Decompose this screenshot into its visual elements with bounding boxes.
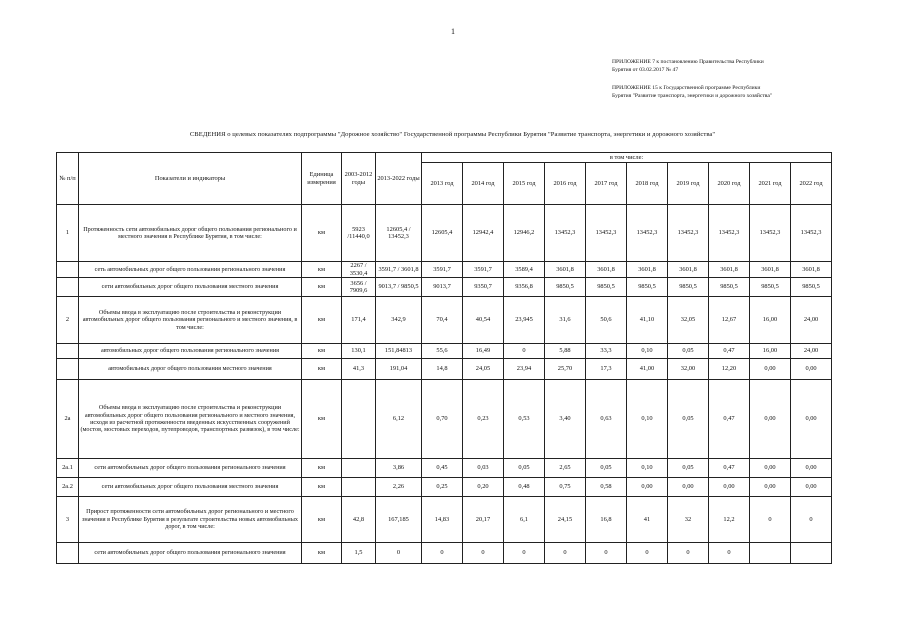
indicator-name: Объемы ввода в эксплуатацию после строительства и реконструкции автомобильных дорог общего пользования регионального и местного значения, в том числе: — [79, 297, 302, 344]
year-value: 13452,3 — [750, 205, 791, 262]
period-2013-2022-value: 2,26 — [376, 478, 422, 497]
year-value: 12942,4 — [463, 205, 504, 262]
year-value: 16,00 — [750, 297, 791, 344]
row-number — [57, 543, 79, 564]
table-row — [57, 297, 832, 344]
row-number — [57, 359, 79, 380]
unit-cell: км — [302, 497, 342, 543]
year-value: 9850,5 — [791, 278, 832, 297]
period-2013-2022-value: 0 — [376, 543, 422, 564]
row-number: 2 — [57, 297, 79, 344]
year-value: 3601,8 — [545, 262, 586, 278]
year-value: 0,47 — [709, 380, 750, 459]
unit-cell: км — [302, 297, 342, 344]
year-value: 0,48 — [504, 478, 545, 497]
table-row — [57, 543, 832, 564]
appendix-15-note — [612, 84, 897, 100]
year-value: 24,00 — [791, 297, 832, 344]
indicator-name: сети автомобильных дорог общего пользования регионального значения — [79, 543, 302, 564]
table-row — [57, 459, 832, 478]
header-period-2013-2022: 2013-2022 годы — [376, 153, 422, 205]
row-number — [57, 344, 79, 359]
year-value: 9356,8 — [504, 278, 545, 297]
page-number: 1 — [451, 27, 455, 36]
year-value — [791, 543, 832, 564]
table-row — [57, 262, 832, 278]
year-value: 9850,5 — [627, 278, 668, 297]
unit-cell: км — [302, 459, 342, 478]
year-value: 0,58 — [586, 478, 627, 497]
year-value: 3591,7 — [463, 262, 504, 278]
year-value: 9013,7 — [422, 278, 463, 297]
year-value: 0,00 — [791, 380, 832, 459]
year-value: 2,65 — [545, 459, 586, 478]
year-value: 40,54 — [463, 297, 504, 344]
year-value: 0,10 — [627, 459, 668, 478]
appendix-7-line2: Бурятия от 03.02.2017 № 47 — [612, 67, 679, 73]
year-value: 0,00 — [791, 359, 832, 380]
year-value: 31,6 — [545, 297, 586, 344]
header-year: 2022 год — [791, 163, 832, 205]
appendix-15-line1: ПРИЛОЖЕНИЕ 15 к Государственной программе Республики — [612, 85, 761, 91]
row-number: 1 — [57, 205, 79, 262]
year-value: 0,10 — [627, 344, 668, 359]
appendix-7-line1: ПРИЛОЖЕНИЕ 7 к постановлению Правительства Республики — [612, 59, 764, 65]
year-value: 9850,5 — [750, 278, 791, 297]
year-value: 41,10 — [627, 297, 668, 344]
indicator-name: Объемы ввода в эксплуатацию после строительства и реконструкции автомобильных дорог общего пользования регионального и местного значения, исходя из расчетной протяженности введенных искусственных сооружений (мостов, мостовых переходов, путепроводов, транспортных развязок), в том числе: — [79, 380, 302, 459]
table-row — [57, 478, 832, 497]
year-value: 3601,8 — [709, 262, 750, 278]
indicator-name: сеть автомобильных дорог общего пользования регионального значения — [79, 262, 302, 278]
period-2003-2012-value: 171,4 — [342, 297, 376, 344]
table-row — [57, 344, 832, 359]
period-2003-2012-value: 41,3 — [342, 359, 376, 380]
period-2013-2022-value: 12605,4 / 13452,3 — [376, 205, 422, 262]
year-value: 3601,8 — [750, 262, 791, 278]
indicator-name: автомобильных дорог общего пользования регионального значения — [79, 344, 302, 359]
period-2013-2022-value: 3,86 — [376, 459, 422, 478]
year-value: 0,00 — [750, 380, 791, 459]
period-2013-2022-value: 342,9 — [376, 297, 422, 344]
period-2003-2012-value: 2267 / 3530,4 — [342, 262, 376, 278]
indicator-name: сети автомобильных дорог общего пользования местного значения — [79, 278, 302, 297]
period-2003-2012-value: 130,1 — [342, 344, 376, 359]
header-year: 2015 год — [504, 163, 545, 205]
table-row — [57, 205, 832, 262]
year-value: 33,3 — [586, 344, 627, 359]
year-value: 0 — [545, 543, 586, 564]
year-value: 14,8 — [422, 359, 463, 380]
period-2003-2012-value — [342, 380, 376, 459]
period-2003-2012-value: 5923 /11440,0 — [342, 205, 376, 262]
year-value: 20,17 — [463, 497, 504, 543]
year-value: 0,25 — [422, 478, 463, 497]
year-value: 32,05 — [668, 297, 709, 344]
header-indicator: Показатели и индикаторы — [79, 153, 302, 205]
year-value: 9850,5 — [586, 278, 627, 297]
year-value: 0,00 — [791, 459, 832, 478]
year-value: 0 — [709, 543, 750, 564]
period-2013-2022-value: 3591,7 / 3601,8 — [376, 262, 422, 278]
indicator-name: сети автомобильных дорог общего пользования регионального значения — [79, 459, 302, 478]
year-value: 3601,8 — [627, 262, 668, 278]
year-value: 3601,8 — [668, 262, 709, 278]
year-value: 41,00 — [627, 359, 668, 380]
year-value: 0,75 — [545, 478, 586, 497]
unit-cell: км — [302, 543, 342, 564]
year-value: 0,00 — [750, 478, 791, 497]
period-2003-2012-value: 42,8 — [342, 497, 376, 543]
year-value: 0,70 — [422, 380, 463, 459]
year-value: 0,47 — [709, 459, 750, 478]
year-value: 0 — [586, 543, 627, 564]
year-value: 13452,3 — [627, 205, 668, 262]
year-value: 12946,2 — [504, 205, 545, 262]
row-number: 2а.1 — [57, 459, 79, 478]
year-value: 0,23 — [463, 380, 504, 459]
year-value: 13452,3 — [586, 205, 627, 262]
indicators-table — [56, 152, 832, 564]
year-value: 12,2 — [709, 497, 750, 543]
header-year: 2019 год — [668, 163, 709, 205]
year-value: 0,47 — [709, 344, 750, 359]
row-number: 2а.2 — [57, 478, 79, 497]
header-year: 2021 год — [750, 163, 791, 205]
document-title: СВЕДЕНИЯ о целевых показателях подпрограммы "Дорожное хозяйство" Государственной программы Республики Бурятия "Развитие транспорта, энергетики и дорожного хозяйства" — [189, 131, 716, 138]
header-period-2003-2012: 2003-2012 годы — [342, 153, 376, 205]
year-value: 0,03 — [463, 459, 504, 478]
year-value: 9350,7 — [463, 278, 504, 297]
year-value: 55,6 — [422, 344, 463, 359]
row-number — [57, 262, 79, 278]
year-value: 5,88 — [545, 344, 586, 359]
year-value: 3591,7 — [422, 262, 463, 278]
year-value: 0 — [422, 543, 463, 564]
indicator-name: Протяженность сети автомобильных дорог общего пользования регионального и местного значения в Республике Бурятия, в том числе: — [79, 205, 302, 262]
header-year: 2016 год — [545, 163, 586, 205]
period-2003-2012-value — [342, 459, 376, 478]
indicator-name: автомобильных дорог общего пользования местного значения — [79, 359, 302, 380]
period-2003-2012-value: 1,5 — [342, 543, 376, 564]
table-row — [57, 497, 832, 543]
year-value: 13452,3 — [791, 205, 832, 262]
indicator-name: сети автомобильных дорог общего пользования местного значения — [79, 478, 302, 497]
period-2003-2012-value — [342, 478, 376, 497]
year-value: 0,20 — [463, 478, 504, 497]
year-value: 13452,3 — [545, 205, 586, 262]
year-value: 23,94 — [504, 359, 545, 380]
period-2013-2022-value: 9013,7 / 9850,5 — [376, 278, 422, 297]
header-year: 2017 год — [586, 163, 627, 205]
header-num: № п/п — [57, 153, 79, 205]
year-value: 9850,5 — [709, 278, 750, 297]
year-value: 12605,4 — [422, 205, 463, 262]
year-value: 24,15 — [545, 497, 586, 543]
period-2003-2012-value: 3656 / 7909,6 — [342, 278, 376, 297]
year-value: 12,67 — [709, 297, 750, 344]
year-value: 50,6 — [586, 297, 627, 344]
appendix-7-note — [612, 58, 897, 74]
year-value: 0,00 — [791, 478, 832, 497]
year-value: 0,00 — [627, 478, 668, 497]
year-value: 0,00 — [750, 359, 791, 380]
year-value: 13452,3 — [709, 205, 750, 262]
header-year: 2020 год — [709, 163, 750, 205]
year-value: 25,70 — [545, 359, 586, 380]
year-value: 0 — [504, 543, 545, 564]
year-value: 6,1 — [504, 497, 545, 543]
header-including: в том числе: — [422, 153, 832, 163]
year-value: 24,05 — [463, 359, 504, 380]
unit-cell: км — [302, 262, 342, 278]
year-value: 0,00 — [668, 478, 709, 497]
year-value: 0,63 — [586, 380, 627, 459]
year-value: 0,05 — [586, 459, 627, 478]
year-value: 0 — [791, 497, 832, 543]
unit-cell: км — [302, 478, 342, 497]
year-value: 0 — [750, 497, 791, 543]
year-value: 13452,3 — [668, 205, 709, 262]
year-value: 9850,5 — [545, 278, 586, 297]
unit-cell: км — [302, 344, 342, 359]
year-value: 16,8 — [586, 497, 627, 543]
year-value: 23,945 — [504, 297, 545, 344]
year-value: 0 — [627, 543, 668, 564]
year-value: 41 — [627, 497, 668, 543]
year-value: 0,00 — [750, 459, 791, 478]
year-value: 24,00 — [791, 344, 832, 359]
period-2013-2022-value: 151,84813 — [376, 344, 422, 359]
year-value: 9850,5 — [668, 278, 709, 297]
row-number — [57, 278, 79, 297]
period-2013-2022-value: 191,04 — [376, 359, 422, 380]
header-year: 2018 год — [627, 163, 668, 205]
unit-cell: км — [302, 205, 342, 262]
row-number: 3 — [57, 497, 79, 543]
year-value: 3589,4 — [504, 262, 545, 278]
year-value: 32 — [668, 497, 709, 543]
year-value: 3601,8 — [791, 262, 832, 278]
year-value: 0,45 — [422, 459, 463, 478]
unit-cell: км — [302, 380, 342, 459]
year-value: 0 — [504, 344, 545, 359]
year-value — [750, 543, 791, 564]
year-value: 0 — [463, 543, 504, 564]
year-value: 0,05 — [668, 344, 709, 359]
appendix-15-line2: Бурятия "Развитие транспорта, энергетики и дорожного хозяйства" — [612, 93, 773, 99]
header-year: 2014 год — [463, 163, 504, 205]
year-value: 16,00 — [750, 344, 791, 359]
year-value: 3601,8 — [586, 262, 627, 278]
table-row — [57, 278, 832, 297]
year-value: 3,40 — [545, 380, 586, 459]
unit-cell: км — [302, 278, 342, 297]
indicator-name: Прирост протяженности сети автомобильных дорог регионального и местного значения в Республике Бурятия в результате строительства новых автомобильных дорог, в том числе: — [79, 497, 302, 543]
period-2013-2022-value: 167,185 — [376, 497, 422, 543]
year-value: 32,00 — [668, 359, 709, 380]
year-value: 16,49 — [463, 344, 504, 359]
year-value: 0,53 — [504, 380, 545, 459]
table-row — [57, 380, 832, 459]
year-value: 12,20 — [709, 359, 750, 380]
unit-cell: км — [302, 359, 342, 380]
header-unit: Единица измерения — [302, 153, 342, 205]
year-value: 14,83 — [422, 497, 463, 543]
row-number: 2а — [57, 380, 79, 459]
year-value: 70,4 — [422, 297, 463, 344]
year-value: 17,3 — [586, 359, 627, 380]
table-row — [57, 359, 832, 380]
year-value: 0,05 — [504, 459, 545, 478]
header-year: 2013 год — [422, 163, 463, 205]
year-value: 0,05 — [668, 380, 709, 459]
year-value: 0 — [668, 543, 709, 564]
year-value: 0,10 — [627, 380, 668, 459]
year-value: 0,05 — [668, 459, 709, 478]
year-value: 0,00 — [709, 478, 750, 497]
period-2013-2022-value: 6,12 — [376, 380, 422, 459]
